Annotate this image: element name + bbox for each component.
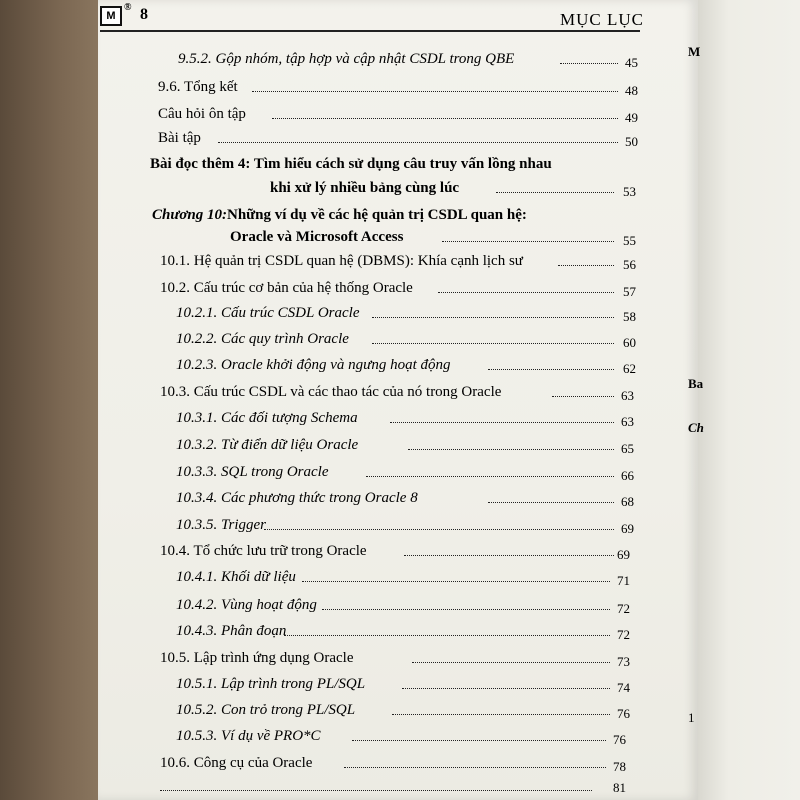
- toc-page-number: 72: [617, 601, 630, 616]
- toc-page-number: 55: [623, 233, 636, 248]
- toc-page-number: 66: [621, 468, 634, 483]
- toc-entry-reading-title-line2: khi xử lý nhiều bảng cùng lúc: [270, 180, 460, 196]
- toc-entry: 10.5.3. Ví dụ về PRO*C: [176, 728, 321, 744]
- toc-page-number: 81: [613, 780, 626, 795]
- background-left: [0, 0, 110, 800]
- toc-page-number: 76: [613, 732, 626, 747]
- toc-page-number: 69: [617, 547, 630, 562]
- toc-page-number: 72: [617, 627, 630, 642]
- toc-entry-chapter-title: Chương 10:Những ví dụ về các hệ quản trị CSDL quan hệ:: [152, 207, 527, 223]
- toc-entry: 10.5.1. Lập trình trong PL/SQL: [176, 676, 366, 692]
- toc-entry: 10.5. Lập trình ứng dụng Oracle: [160, 650, 354, 666]
- toc-entry: 10.2.3. Oracle khởi động và ngưng hoạt động: [176, 357, 451, 373]
- registered-mark: ®: [124, 2, 132, 13]
- toc-entry: 10.4.2. Vùng hoạt động: [176, 597, 317, 613]
- toc-entry: 9.5.2. Gộp nhóm, tập hợp và cập nhật CSDL trong QBE: [178, 51, 515, 67]
- toc-entry: 10.3. Cấu trúc CSDL và các thao tác của nó trong Oracle: [160, 384, 502, 400]
- toc-page-number: 65: [621, 441, 634, 456]
- toc-page-number: 60: [623, 335, 636, 350]
- toc-page-number: 53: [623, 184, 636, 199]
- toc-page-number: 48: [625, 83, 638, 98]
- toc-entry: 10.4.3. Phân đoạn: [176, 623, 287, 639]
- toc-entry: 10.4. Tổ chức lưu trữ trong Oracle: [160, 543, 367, 559]
- toc-page-number: 63: [621, 388, 634, 403]
- toc-entry: Bài tập: [158, 130, 201, 146]
- toc-entry: 9.6. Tổng kết: [158, 79, 238, 95]
- toc-entry: 10.6. Công cụ của Oracle: [160, 755, 313, 771]
- toc-entry: 10.3.1. Các đối tượng Schema: [176, 410, 358, 426]
- toc-page-number: 58: [623, 309, 636, 324]
- toc-page-number: 76: [617, 706, 630, 721]
- toc-entry: 10.3.4. Các phương thức trong Oracle 8: [176, 490, 418, 506]
- toc-entry: Câu hỏi ôn tập: [158, 106, 246, 122]
- adjacent-page-digit: 1: [688, 710, 695, 725]
- toc-entry: 10.3.5. Trigger: [176, 517, 267, 533]
- toc-page-number: 69: [621, 521, 634, 536]
- publisher-logo-icon: M: [100, 6, 122, 26]
- toc-entry: 10.4.1. Khối dữ liệu: [176, 569, 296, 585]
- toc-page-number: 73: [617, 654, 630, 669]
- toc-page-number: 45: [625, 55, 638, 70]
- header-rule: [100, 30, 640, 32]
- toc-page-number: 49: [625, 110, 638, 125]
- adjacent-page-letter-m: M: [688, 44, 701, 59]
- toc-page-number: 62: [623, 361, 636, 376]
- toc-page-number: 68: [621, 494, 634, 509]
- toc-entry-reading-title: Bài đọc thêm 4: Tìm hiểu cách sử dụng câu truy vấn lồng nhau: [150, 156, 552, 172]
- toc-entry: 10.2. Cấu trúc cơ bản của hệ thống Oracle: [160, 280, 413, 296]
- toc-page-number: 57: [623, 284, 636, 299]
- toc-page-number: 50: [625, 134, 638, 149]
- toc-page-number: 56: [623, 257, 636, 272]
- toc-page-number: 63: [621, 414, 634, 429]
- adjacent-page-letter-ba: Ba: [688, 376, 704, 391]
- toc-page-number: 78: [613, 759, 626, 774]
- toc-entry: 10.3.2. Từ điển dữ liệu Oracle: [176, 437, 359, 453]
- toc-entry: 10.2.1. Cấu trúc CSDL Oracle: [176, 305, 360, 321]
- adjacent-page-letter-ch: Ch: [688, 420, 704, 435]
- toc-entry: 10.3.3. SQL trong Oracle: [176, 464, 329, 480]
- toc-entry: 10.5.2. Con trỏ trong PL/SQL: [176, 702, 356, 718]
- adjacent-page: [698, 0, 800, 800]
- toc-entry-chapter-title-line2: Oracle và Microsoft Access: [230, 229, 404, 245]
- toc-entry: 10.1. Hệ quản trị CSDL quan hệ (DBMS): Khía cạnh lịch sư: [160, 253, 523, 269]
- section-title: MỤC LỤC: [560, 10, 644, 29]
- toc-entry: 10.2.2. Các quy trình Oracle: [176, 331, 349, 347]
- toc-page-number: 71: [617, 573, 630, 588]
- toc-page-number: 74: [617, 680, 630, 695]
- page-number: 8: [140, 6, 148, 23]
